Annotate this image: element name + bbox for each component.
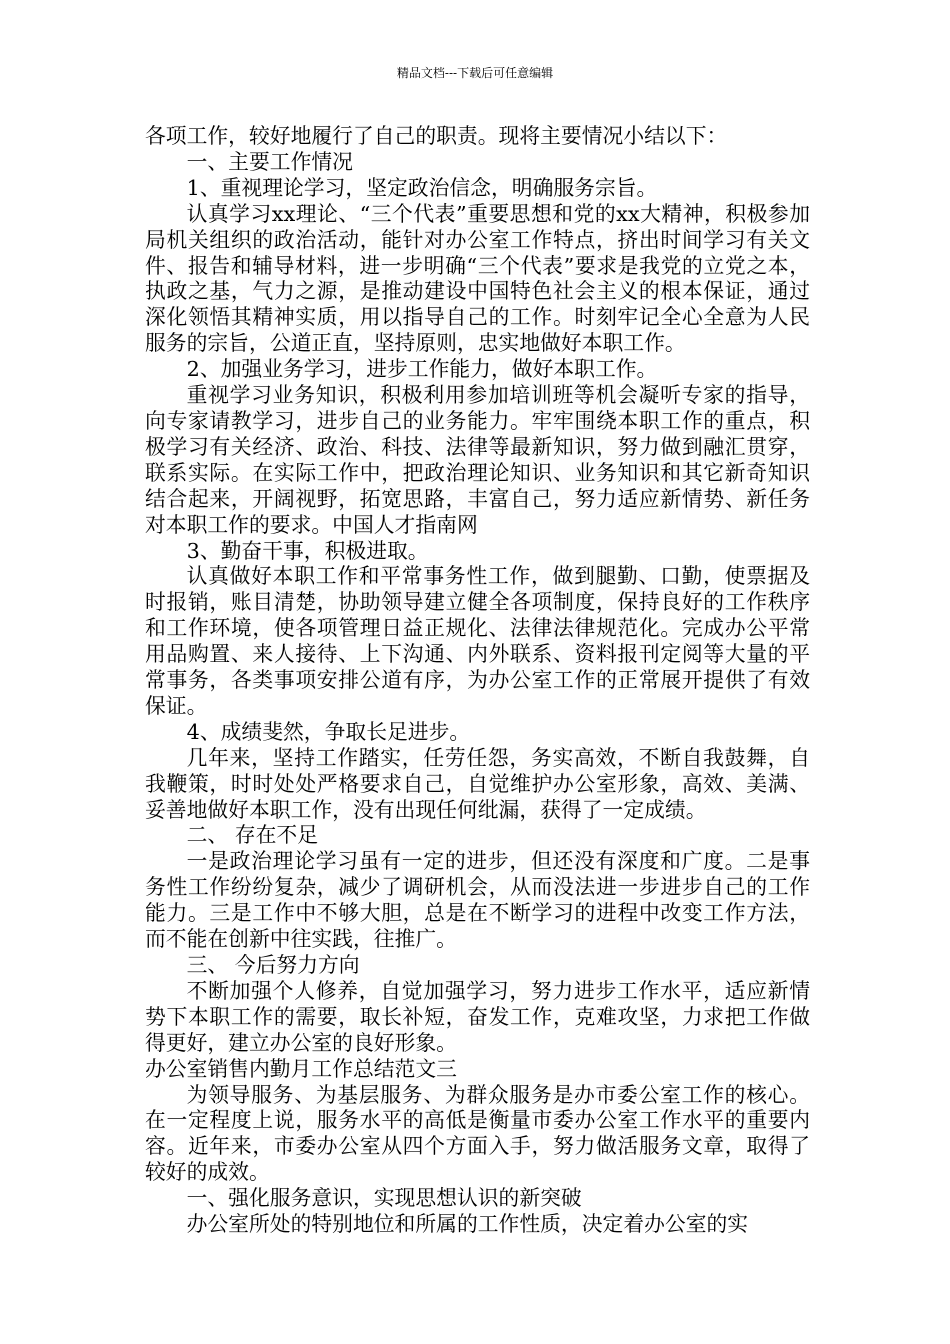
- paragraph: 各项工作，较好地履行了自己的职责。现将主要情况小结以下：: [145, 124, 728, 148]
- paragraph: 几年来，坚持工作踏实，任劳任怨，务实高效，不断自我鼓舞，自我鞭策，时时处处严格要求自己，自觉维护办公室形象，高效、美满、妥善地做好本职工作，没有出现任何纰漏，获得了一定成绩。: [145, 745, 810, 822]
- paragraph: 为领导服务、为基层服务、为群众服务是办市委公室工作的核心。在一定程度上说，服务水平的高低是衡量市委办公室工作水平的重要内容。近年来，市委办公室从四个方面入手，努力做活服务文章，取得了较好的成效。: [145, 1082, 810, 1185]
- subsection-heading: 3、勤奋干事，积极进取。: [186, 538, 429, 563]
- paragraph: 认真做好本职工作和平常事务性工作，做到腿勤、口勤，使票据及时报销，账目清楚，协助领导建立健全各项制度，保持良好的工作秩序和工作环境，使各项管理日益正规化、法律法律规范化。完成办公平常用品购置、来人接待、上下沟通、内外联系、资料报刊定阅等大量的平常事务，各类事项安排公道有序，为办公室工作的正常展开提供了有效保证。: [145, 564, 810, 718]
- paragraph: 不断加强个人修养，自觉加强学习，努力进步工作水平，适应新情势下本职工作的需要，取长补短，奋发工作，克难攻坚，力求把工作做得更好，建立办公室的良好形象。: [145, 978, 810, 1055]
- section-heading: 一、主要工作情况: [186, 149, 353, 174]
- subsection-heading: 1、重视理论学习，坚定政治信念，明确服务宗旨。: [186, 175, 658, 200]
- document-body: [145, 124, 810, 1238]
- paragraph: 一是政治理论学习虽有一定的进步，但还没有深度和广度。二是事务性工作纷纷复杂，减少了调研机会，从而没法进一步进步自己的工作能力。三是工作中不够大胆，总是在不断学习的进程中改变工作方法，而不能在创新中往实践，往推广。: [145, 849, 810, 952]
- section-heading: 三、 今后努力方向: [186, 953, 360, 977]
- paragraph: 认真学习xx理论、“三个代表”重要思想和党的xx大精神，积极参加局机关组织的政治活动，能针对办公室工作特点，挤出时间学习有关文件、报告和辅导材料，进一步明确“三个代表”要求是我党的立党之本，执政之基，气力之源，是推动建设中国特色社会主义的根本保证，通过深化领悟其精神实质，用以指导自己的工作。时刻牢记全心全意为人民服务的宗旨，公道正直，坚持原则，忠实地做好本职工作。: [145, 201, 810, 356]
- section-heading: 二、 存在不足: [186, 823, 318, 848]
- page-header: 精品文档---下载后可任意编辑: [396, 66, 554, 80]
- subsection-heading: 2、加强业务学习，进步工作能力，做好本职工作。: [186, 357, 658, 382]
- document-title: 办公室销售内勤月工作总结范文三: [145, 1056, 457, 1081]
- section-heading: 一、强化服务意识，实现思想认识的新突破: [186, 1186, 582, 1211]
- paragraph: 办公室所处的特别地位和所属的工作性质，决定着办公室的实: [186, 1212, 749, 1237]
- paragraph: 重视学习业务知识，积极利用参加培训班等机会凝听专家的指导，向专家请教学习，进步自己的业务能力。牢牢围绕本职工作的重点，积极学习有关经济、政治、科技、法律等最新知识，努力做到融汇贯穿，联系实际。在实际工作中，把政治理论知识、业务知识和其它新奇知识结合起来，开阔视野，拓宽思路，丰富自己，努力适应新情势、新任务对本职工作的要求。中国人才指南网: [145, 383, 810, 537]
- subsection-heading: 4、成绩斐然，争取长足进步。: [186, 719, 471, 744]
